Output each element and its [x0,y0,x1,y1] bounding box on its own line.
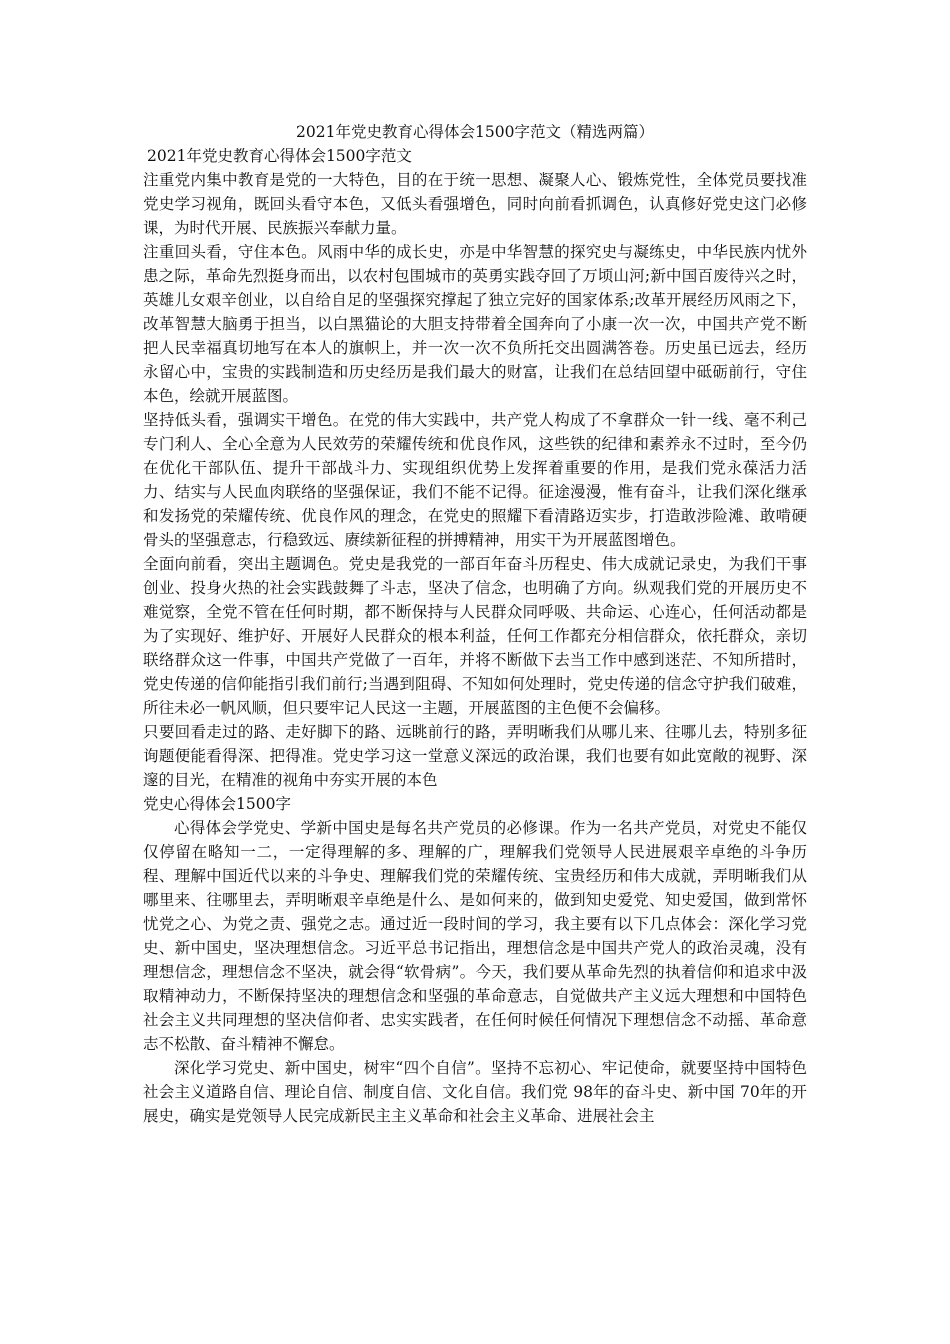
paragraph: 注重回头看，守住本色。风雨中华的成长史，亦是中华智慧的探究史与凝练史，中华民族内忧外患之际，革命先烈挺身而出，以农村包围城市的英勇实践夺回了万顷山河;新中国百废待兴之时，英雄儿女艰辛创业，以自给自足的坚强探究撑起了独立完好的国家体系;改革开展经历风雨之下，改革智慧大脑勇于担当，以白黑猫论的大胆支持带着全国奔向了小康一次一次，中国共产党不断把人民幸福真切地写在本人的旗帜上，并一次一次不负所托交出圆满答卷。历史虽已远去，经历永留心中，宝贵的实践制造和历史经历是我们最大的财富，让我们在总结回望中砥砺前行，守住本色，绘就开展蓝图。 [143,243,807,405]
paragraph: 只要回看走过的路、走好脚下的路、远眺前行的路，弄明晰我们从哪儿来、往哪儿去，特别多征询题便能看得深、把得准。党史学习这一堂意义深远的政治课，我们也要有如此宽敞的视野、深邃的目光，在精准的视角中夯实开展的本色 [143,723,807,789]
paragraph: 坚持低头看，强调实干增色。在党的伟大实践中，共产党人构成了不拿群众一针一线、毫不利己专门利人、全心全意为人民效劳的荣耀传统和优良作风，这些铁的纪律和素养永不过时，至今仍在优化干部队伍、提升干部战斗力、实现组织优势上发挥着重要的作用，是我们党永葆活力活力、结实与人民血肉联络的坚强保证，我们不能不记得。征途漫漫，惟有奋斗，让我们深化继承和发扬党的荣耀传统、优良作风的理念，在党史的照耀下看清路迈实步，打造敢涉险滩、敢啃硬骨头的坚强意志，行稳致远、赓续新征程的拼搏精神，用实干为开展蓝图增色。 [143,411,807,549]
paragraph: 心得体会学党史、学新中国史是每名共产党员的必修课。作为一名共产党员，对党史不能仅仅停留在略知一二，一定得理解的多、理解的广，理解我们党领导人民进展艰辛卓绝的斗争历程、理解中国近代以来的斗争史、理解我们党的荣耀传统、宝贵经历和伟大成就，弄明晰我们从哪里来、往哪里去，弄明晰艰辛卓绝是什么、是如何来的，做到知史爱党、知史爱国，做到常怀忧党之心、为党之责、强党之志。通过近一段时间的学习，我主要有以下几点体会：深化学习党史、新中国史，坚决理想信念。习近平总书记指出，理想信念是中国共产党人的政治灵魂，没有理想信念，理想信念不坚决，就会得“软骨病”。今天，我们要从革命先烈的执着信仰和追求中汲取精神动力，不断保持坚决的理想信念和坚强的革命意志，自觉做共产主义远大理想和中国特色社会主义共同理想的坚决信仰者、忠实实践者，在任何时候任何情况下理想信念不动摇、革命意志不松散、奋斗精神不懈怠。 [143,819,807,1053]
section-1-heading: 2021年党史教育心得体会1500字范文 [147,147,412,165]
section-2-heading: 党史心得体会1500字 [143,795,291,813]
paragraph: 全面向前看，突出主题调色。党史是我党的一部百年奋斗历程史、伟大成就记录史，为我们干事创业、投身火热的社会实践鼓舞了斗志，坚决了信念，也明确了方向。纵观我们党的开展历史不难觉察，全党不管在任何时期，都不断保持与人民群众同呼吸、共命运、心连心，任何活动都是为了实现好、维护好、开展好人民群众的根本利益，任何工作都充分相信群众，依托群众，亲切联络群众这一件事，中国共产党做了一百年，并将不断做下去当工作中感到迷茫、不知所措时，党史传递的信仰能指引我们前行;当遇到阻碍、不知如何处理时，党史传递的信念守护我们破难，所往未必一帆风顺，但只要牢记人民这一主题，开展蓝图的主色便不会偏移。 [143,555,807,717]
paragraph: 深化学习党史、新中国史，树牢“四个自信”。坚持不忘初心、牢记使命，就要坚持中国特色社会主义道路自信、理论自信、制度自信、文化自信。我们党 98年的奋斗史、新中国 70年的开展史，确实是党领导人民完成新民主主义革命和社会主义革命、进展社会主 [143,1059,807,1125]
document-title: 2021年党史教育心得体会1500字范文（精选两篇） [296,123,654,141]
paragraph: 注重党内集中教育是党的一大特色，目的在于统一思想、凝聚人心、锻炼党性，全体党员要找准党史学习视角，既回头看守本色，又低头看强增色，同时向前看抓调色，认真修好党史这门必修课，为时代开展、民族振兴奉献力量。 [143,171,807,237]
document-page [143,120,807,1128]
